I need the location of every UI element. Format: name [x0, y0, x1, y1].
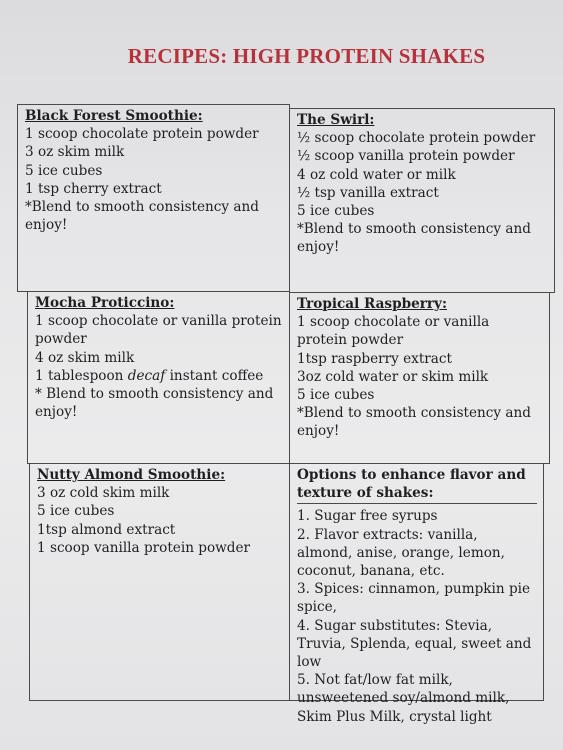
ingredient-line: 1tsp almond extract: [37, 521, 176, 538]
recipe-name: Black Forest Smoothie:: [25, 108, 203, 124]
ingredient-line: 1 tsp cherry extract: [25, 180, 162, 197]
recipe-black-forest-smoothie: [17, 104, 290, 292]
ingredient-line: 5 ice cubes: [297, 387, 375, 404]
options-box: [289, 463, 544, 725]
instruction-line: *Blend to smooth consistency and enjoy!: [297, 221, 531, 256]
ingredient-line: 5 ice cubes: [25, 162, 103, 179]
ingredient-line: 4 oz cold water or milk: [297, 166, 456, 183]
option-item: 2. Flavor extracts: vanilla, almond, anise, orange, lemon, coconut, banana, etc.: [297, 526, 505, 580]
recipe-name: Mocha Proticcino:: [35, 295, 175, 311]
ingredient-line: ½ scoop vanilla protein powder: [297, 148, 515, 165]
option-item: 1. Sugar free syrups: [297, 508, 438, 525]
recipe-the-swirl: [289, 108, 555, 293]
option-item: 3. Spices: cinnamon, pumpkin pie spice,: [297, 581, 531, 616]
coffee-text-pre: 1 tablespoon: [35, 367, 128, 384]
recipe-name: The Swirl:: [297, 112, 375, 128]
ingredient-line: 3 oz skim milk: [25, 144, 125, 161]
instruction-line: *Blend to smooth consistency and enjoy!: [297, 405, 531, 440]
page-title: RECIPES: HIGH PROTEIN SHAKES: [127, 44, 486, 68]
ingredient-line: 1tsp raspberry extract: [297, 350, 452, 367]
recipe-name: Nutty Almond Smoothie:: [37, 467, 226, 483]
ingredient-line: 1 scoop chocolate or vanilla protein powder: [297, 314, 490, 349]
ingredient-line: 1 scoop vanilla protein powder: [37, 539, 251, 556]
option-item: 5. Not fat/low fat milk, unsweetened soy/almond milk, Skim Plus Milk, crystal light: [297, 672, 510, 725]
recipe-mocha-proticcino: [27, 291, 290, 464]
ingredient-line: ½ tsp vanilla extract: [297, 184, 439, 201]
recipe-name: Tropical Raspberry:: [297, 296, 447, 312]
coffee-text-emphasis: decaf: [127, 367, 166, 384]
ingredient-line: 5 ice cubes: [37, 503, 115, 520]
ingredient-line: 4 oz skim milk: [35, 349, 135, 366]
coffee-text-post: instant coffee: [165, 367, 264, 384]
ingredient-line: 1 scoop chocolate or vanilla protein powder: [35, 313, 282, 348]
ingredient-line: 5 ice cubes: [297, 203, 375, 220]
ingredient-line-coffee: [35, 367, 283, 385]
ingredient-line: ½ scoop chocolate protein powder: [297, 130, 536, 147]
recipe-tropical-raspberry: [289, 292, 550, 464]
recipe-nutty-almond-smoothie: [29, 463, 290, 701]
ingredient-line: 1 scoop chocolate protein powder: [25, 126, 259, 143]
ingredient-line: 3 oz cold skim milk: [37, 485, 170, 502]
instruction-line: *Blend to smooth consistency and enjoy!: [25, 199, 259, 234]
option-item: 4. Sugar substitutes: Stevia, Truvia, Splenda, equal, sweet and low: [297, 617, 532, 671]
ingredient-line: 3oz cold water or skim milk: [297, 368, 489, 385]
options-divider: [297, 503, 537, 504]
instruction-line: * Blend to smooth consistency and enjoy!: [35, 386, 274, 421]
options-heading: Options to enhance flavor and texture of shakes:: [297, 467, 526, 502]
